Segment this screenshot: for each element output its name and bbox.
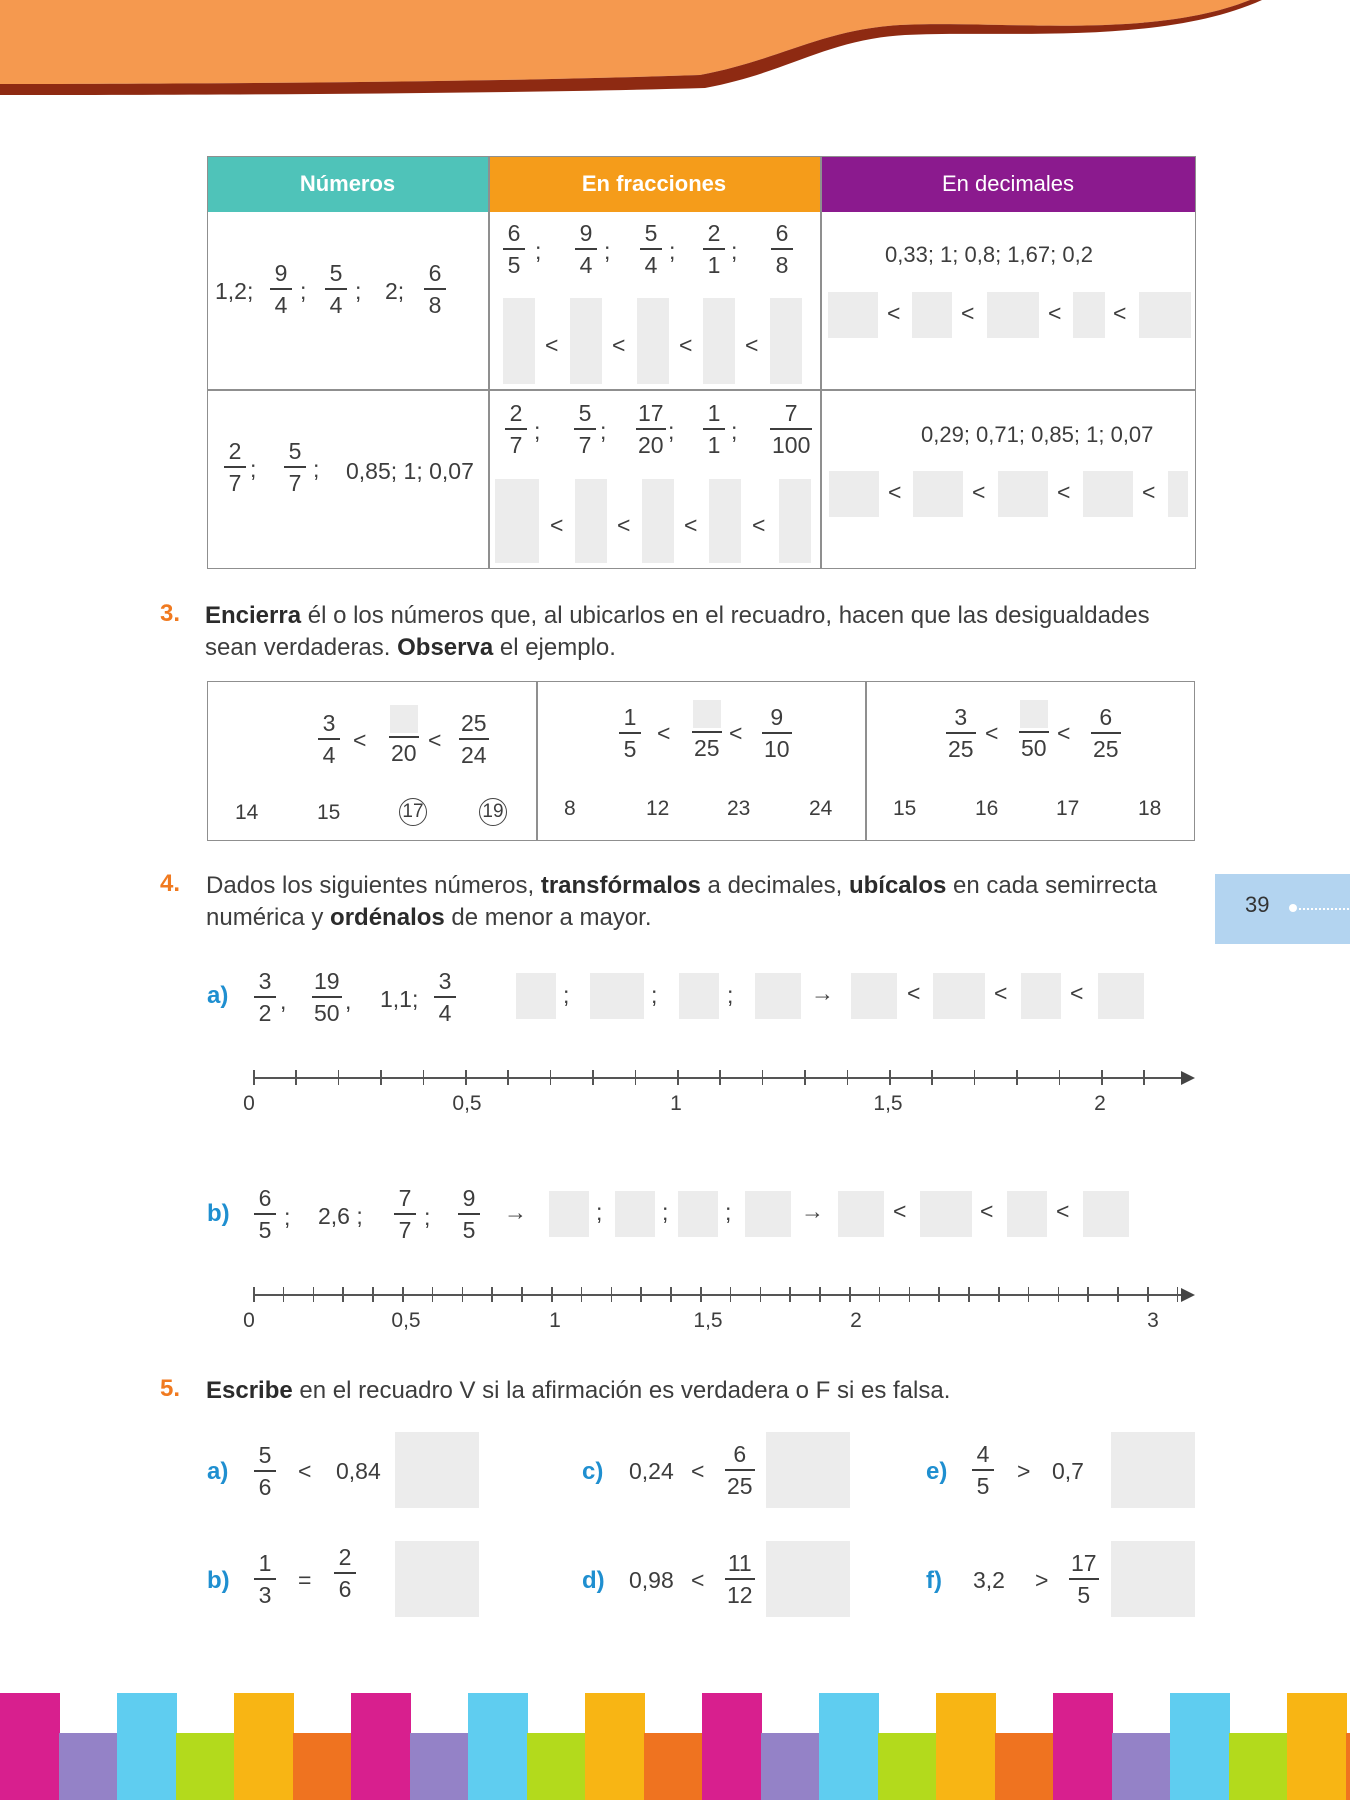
fraction: 9 4 (575, 222, 597, 277)
answer-box[interactable] (642, 479, 674, 563)
answer-box[interactable] (390, 705, 418, 733)
numbers-text: 0,85; 1; 0,07 (346, 458, 474, 484)
vf-answer-box[interactable] (766, 1541, 850, 1617)
answer-box[interactable] (829, 471, 879, 517)
answer-box[interactable] (516, 973, 556, 1019)
fraction-blank: 20 (389, 705, 419, 765)
fraction: 6 5 (254, 1187, 276, 1242)
item-label-b: b) (207, 1200, 230, 1227)
fraction: 5 4 (640, 222, 662, 277)
axis-tick-label: 0 (243, 1309, 255, 1332)
vf-answer-box[interactable] (395, 1432, 479, 1508)
arrow-head-icon (1181, 1071, 1195, 1085)
tick (550, 1070, 552, 1085)
vf-answer-box[interactable] (395, 1541, 479, 1617)
fraction: 6 25 (727, 1441, 753, 1499)
col-divider-2 (820, 156, 822, 569)
tick (879, 1287, 881, 1302)
item-label-f: f) (926, 1567, 942, 1594)
tick (1028, 1287, 1030, 1302)
tick (1101, 1070, 1103, 1085)
arrow-icon: → (801, 1198, 824, 1224)
tick (968, 1287, 970, 1302)
stripe (1287, 1693, 1347, 1800)
answer-box[interactable] (503, 298, 535, 384)
stripe (468, 1693, 528, 1800)
question-number-5: 5. (160, 1375, 181, 1402)
answer-box[interactable] (912, 292, 952, 338)
stripe (527, 1733, 587, 1800)
fraction: 5 7 (284, 440, 306, 495)
stripe (293, 1733, 353, 1800)
option[interactable]: 8 (564, 797, 576, 820)
fraction: 1 1 (703, 402, 725, 457)
tick (283, 1287, 285, 1302)
axis-tick-label: 0,5 (452, 1092, 482, 1115)
answer-box[interactable] (987, 292, 1039, 338)
question-4-text: Dados los siguientes números, transfórmalos a decimales, ubícalos en cada semirrecta numérica y ordénalos de menor a mayor. (206, 872, 1158, 931)
stripe (995, 1733, 1055, 1800)
answer-box[interactable] (590, 973, 644, 1019)
tick (719, 1070, 721, 1085)
axis-tick-label: 3 (1147, 1309, 1159, 1332)
stripe (1053, 1693, 1113, 1800)
stripe (819, 1693, 879, 1800)
option-circled[interactable]: 17 (399, 798, 427, 826)
tick (1177, 1287, 1179, 1302)
answer-box[interactable] (1073, 292, 1105, 338)
stripe (0, 1693, 60, 1800)
fraction: 2 1 (703, 222, 725, 277)
answer-box[interactable] (1168, 471, 1188, 517)
fraction: 17 5 (1071, 1550, 1097, 1608)
tick (635, 1070, 637, 1085)
tick (849, 1287, 851, 1302)
fraction-blank: 25 (692, 700, 722, 760)
answer-box[interactable] (703, 298, 735, 384)
tick (342, 1287, 344, 1302)
fraction: 2 7 (224, 440, 246, 495)
answer-box[interactable] (709, 479, 741, 563)
answer-box[interactable] (770, 298, 802, 384)
tick (338, 1070, 340, 1085)
question-number-3: 3. (160, 600, 181, 627)
option[interactable]: 12 (646, 797, 670, 820)
answer-box[interactable] (1098, 973, 1144, 1019)
stripe (702, 1693, 762, 1800)
tick (804, 1070, 806, 1085)
axis-tick-label: 1,5 (693, 1309, 723, 1332)
fraction: 6 5 (503, 222, 525, 277)
answer-box[interactable] (637, 298, 669, 384)
answer-box[interactable] (549, 1191, 589, 1237)
tick (1059, 1070, 1061, 1085)
tick (462, 1287, 464, 1302)
fraction: 9 4 (270, 262, 292, 317)
axis-line (253, 1294, 1185, 1296)
answer-box[interactable] (570, 298, 602, 384)
answer-box[interactable] (1021, 973, 1061, 1019)
fraction: 3 4 (434, 970, 456, 1025)
answer-box[interactable] (693, 700, 721, 728)
stripe (761, 1733, 821, 1800)
question-5-text: Escribe en el recuadro V si la afirmación es verdadera o F si es falsa. (206, 1377, 951, 1404)
col-divider-1 (488, 156, 490, 569)
answer-box[interactable] (1083, 1191, 1129, 1237)
fraction: 7 100 (772, 400, 811, 458)
option[interactable]: 16 (975, 797, 999, 820)
vf-answer-box[interactable] (1111, 1541, 1195, 1617)
item-label-c: c) (582, 1458, 604, 1485)
axis-tick-label: 1 (670, 1092, 682, 1115)
stripe (1229, 1733, 1289, 1800)
tick (1143, 1070, 1145, 1085)
tick (592, 1070, 594, 1085)
axis-tick-label: 0 (243, 1092, 255, 1115)
tick (677, 1070, 679, 1085)
fraction: 6 8 (771, 222, 793, 277)
option[interactable]: 24 (809, 797, 833, 820)
arrow-icon: → (811, 980, 834, 1006)
fraction-blank: 50 (1019, 700, 1049, 760)
dotted-line (1299, 908, 1349, 910)
fraction: 9 5 (458, 1187, 480, 1242)
answer-box[interactable] (615, 1191, 655, 1237)
fraction: 6 25 (1093, 704, 1119, 762)
answer-box[interactable] (998, 471, 1048, 517)
tick (670, 1287, 672, 1302)
tick (1147, 1287, 1149, 1302)
tick (819, 1287, 821, 1302)
tick (491, 1287, 493, 1302)
header-numeros: Números (207, 156, 488, 212)
arrow-icon: → (504, 1199, 527, 1225)
answer-box[interactable] (495, 479, 539, 563)
fraction: 6 8 (424, 262, 446, 317)
answer-box[interactable] (1139, 292, 1191, 338)
numbers-text: 1,2; (215, 278, 254, 304)
tick (938, 1287, 940, 1302)
fraction: 7 7 (394, 1187, 416, 1242)
fraction: 9 10 (764, 704, 790, 762)
tick (581, 1287, 583, 1302)
tick (909, 1287, 911, 1302)
fraction: 2 7 (505, 402, 527, 457)
tick (700, 1287, 702, 1302)
arrow-head-icon (1181, 1288, 1195, 1302)
tick (423, 1070, 425, 1085)
tick (611, 1287, 613, 1302)
tick (762, 1070, 764, 1085)
axis-tick-label: 2 (850, 1309, 862, 1332)
answer-box[interactable] (1007, 1191, 1047, 1237)
tick (295, 1070, 297, 1085)
tick (789, 1287, 791, 1302)
option[interactable]: 23 (727, 797, 751, 820)
fraction: 1 5 (619, 706, 641, 761)
question-number-4: 4. (160, 870, 181, 897)
axis-tick-label: 2 (1094, 1092, 1106, 1115)
tick (432, 1287, 434, 1302)
stripe (117, 1693, 177, 1800)
answer-box[interactable] (755, 973, 801, 1019)
tick (931, 1070, 933, 1085)
tick (1016, 1070, 1018, 1085)
tick (253, 1070, 255, 1085)
row-divider (207, 389, 1196, 391)
option[interactable]: 15 (893, 797, 917, 820)
stripe (59, 1733, 119, 1800)
numbers-text: 2; (385, 278, 405, 304)
tick (313, 1287, 315, 1302)
fraction: 11 12 (727, 1550, 753, 1608)
tick (1087, 1287, 1089, 1302)
stripe (585, 1693, 645, 1800)
axis-tick-label: 1,5 (873, 1092, 903, 1115)
axis-tick-label: 0,5 (391, 1309, 421, 1332)
tick (372, 1287, 374, 1302)
dot-icon (1289, 904, 1297, 912)
stripe (1170, 1693, 1230, 1800)
stripe (410, 1733, 470, 1800)
answer-box[interactable] (920, 1191, 972, 1237)
stripe (1346, 1733, 1350, 1800)
tick (507, 1070, 509, 1085)
stripe (176, 1733, 236, 1800)
top-banner (0, 0, 1350, 100)
decimals-list: 0,33; 1; 0,8; 1,67; 0,2 (885, 242, 1093, 267)
fraction: 4 5 (972, 1443, 994, 1498)
question-3-text: Encierra él o los números que, al ubicarlos en el recuadro, hacen que las desigualdades sean verdaderas. Observa el ejemplo. (205, 602, 1150, 661)
header-decimales: En decimales (820, 156, 1196, 212)
answer-box[interactable] (838, 1191, 884, 1237)
item-label-a: a) (207, 982, 229, 1009)
option[interactable]: 18 (1138, 797, 1162, 820)
fraction: 2 6 (334, 1546, 356, 1601)
fraction: 5 6 (254, 1444, 276, 1499)
tick (974, 1070, 976, 1085)
item-label-a: a) (207, 1458, 229, 1485)
fraction: 3 25 (948, 704, 974, 762)
answer-box[interactable] (933, 973, 985, 1019)
stripe (1112, 1733, 1172, 1800)
answer-box[interactable] (575, 479, 607, 563)
tick (521, 1287, 523, 1302)
fraction: 3 4 (318, 712, 340, 767)
fraction: 5 7 (574, 402, 596, 457)
option[interactable]: 17 (1056, 797, 1080, 820)
tick (640, 1287, 642, 1302)
answer-box[interactable] (779, 479, 811, 563)
tick (730, 1287, 732, 1302)
item-label-e: e) (926, 1458, 948, 1485)
fraction: 25 24 (461, 710, 487, 768)
item-label-d: d) (582, 1567, 605, 1594)
answer-box[interactable] (851, 973, 897, 1019)
tick (1117, 1287, 1119, 1302)
answer-box[interactable] (913, 471, 963, 517)
answer-box[interactable] (1083, 471, 1133, 517)
stripe (351, 1693, 411, 1800)
tick (847, 1070, 849, 1085)
fraction: 5 4 (325, 262, 347, 317)
tick (1058, 1287, 1060, 1302)
tick (465, 1070, 467, 1085)
page-number: 39 (1245, 892, 1270, 917)
stripe (878, 1733, 938, 1800)
answer-box[interactable] (1020, 700, 1048, 728)
stripe (644, 1733, 704, 1800)
tick (380, 1070, 382, 1085)
item-label-b: b) (207, 1567, 230, 1594)
vf-answer-box[interactable] (1111, 1432, 1195, 1508)
tick (998, 1287, 1000, 1302)
option[interactable]: 14 (235, 801, 259, 824)
page-tab (1215, 874, 1350, 944)
tick (551, 1287, 553, 1302)
fraction: 3 2 (254, 970, 276, 1025)
fraction: 1 3 (254, 1552, 276, 1607)
answer-box[interactable] (679, 973, 719, 1019)
option[interactable]: 15 (317, 801, 341, 824)
answer-box[interactable] (828, 292, 878, 338)
tick (760, 1287, 762, 1302)
tick (402, 1287, 404, 1302)
decimals-list: 0,29; 0,71; 0,85; 1; 0,07 (921, 422, 1154, 447)
stripe (234, 1693, 294, 1800)
axis-tick-label: 1 (549, 1309, 561, 1332)
fraction: 19 50 (314, 968, 340, 1026)
tick (889, 1070, 891, 1085)
fraction: 17 20 (638, 400, 664, 458)
vf-answer-box[interactable] (766, 1432, 850, 1508)
option-circled[interactable]: 19 (479, 798, 507, 826)
header-fracciones: En fracciones (488, 156, 820, 212)
stripe (936, 1693, 996, 1800)
answer-box[interactable] (745, 1191, 791, 1237)
answer-box[interactable] (678, 1191, 718, 1237)
tick (253, 1287, 255, 1302)
